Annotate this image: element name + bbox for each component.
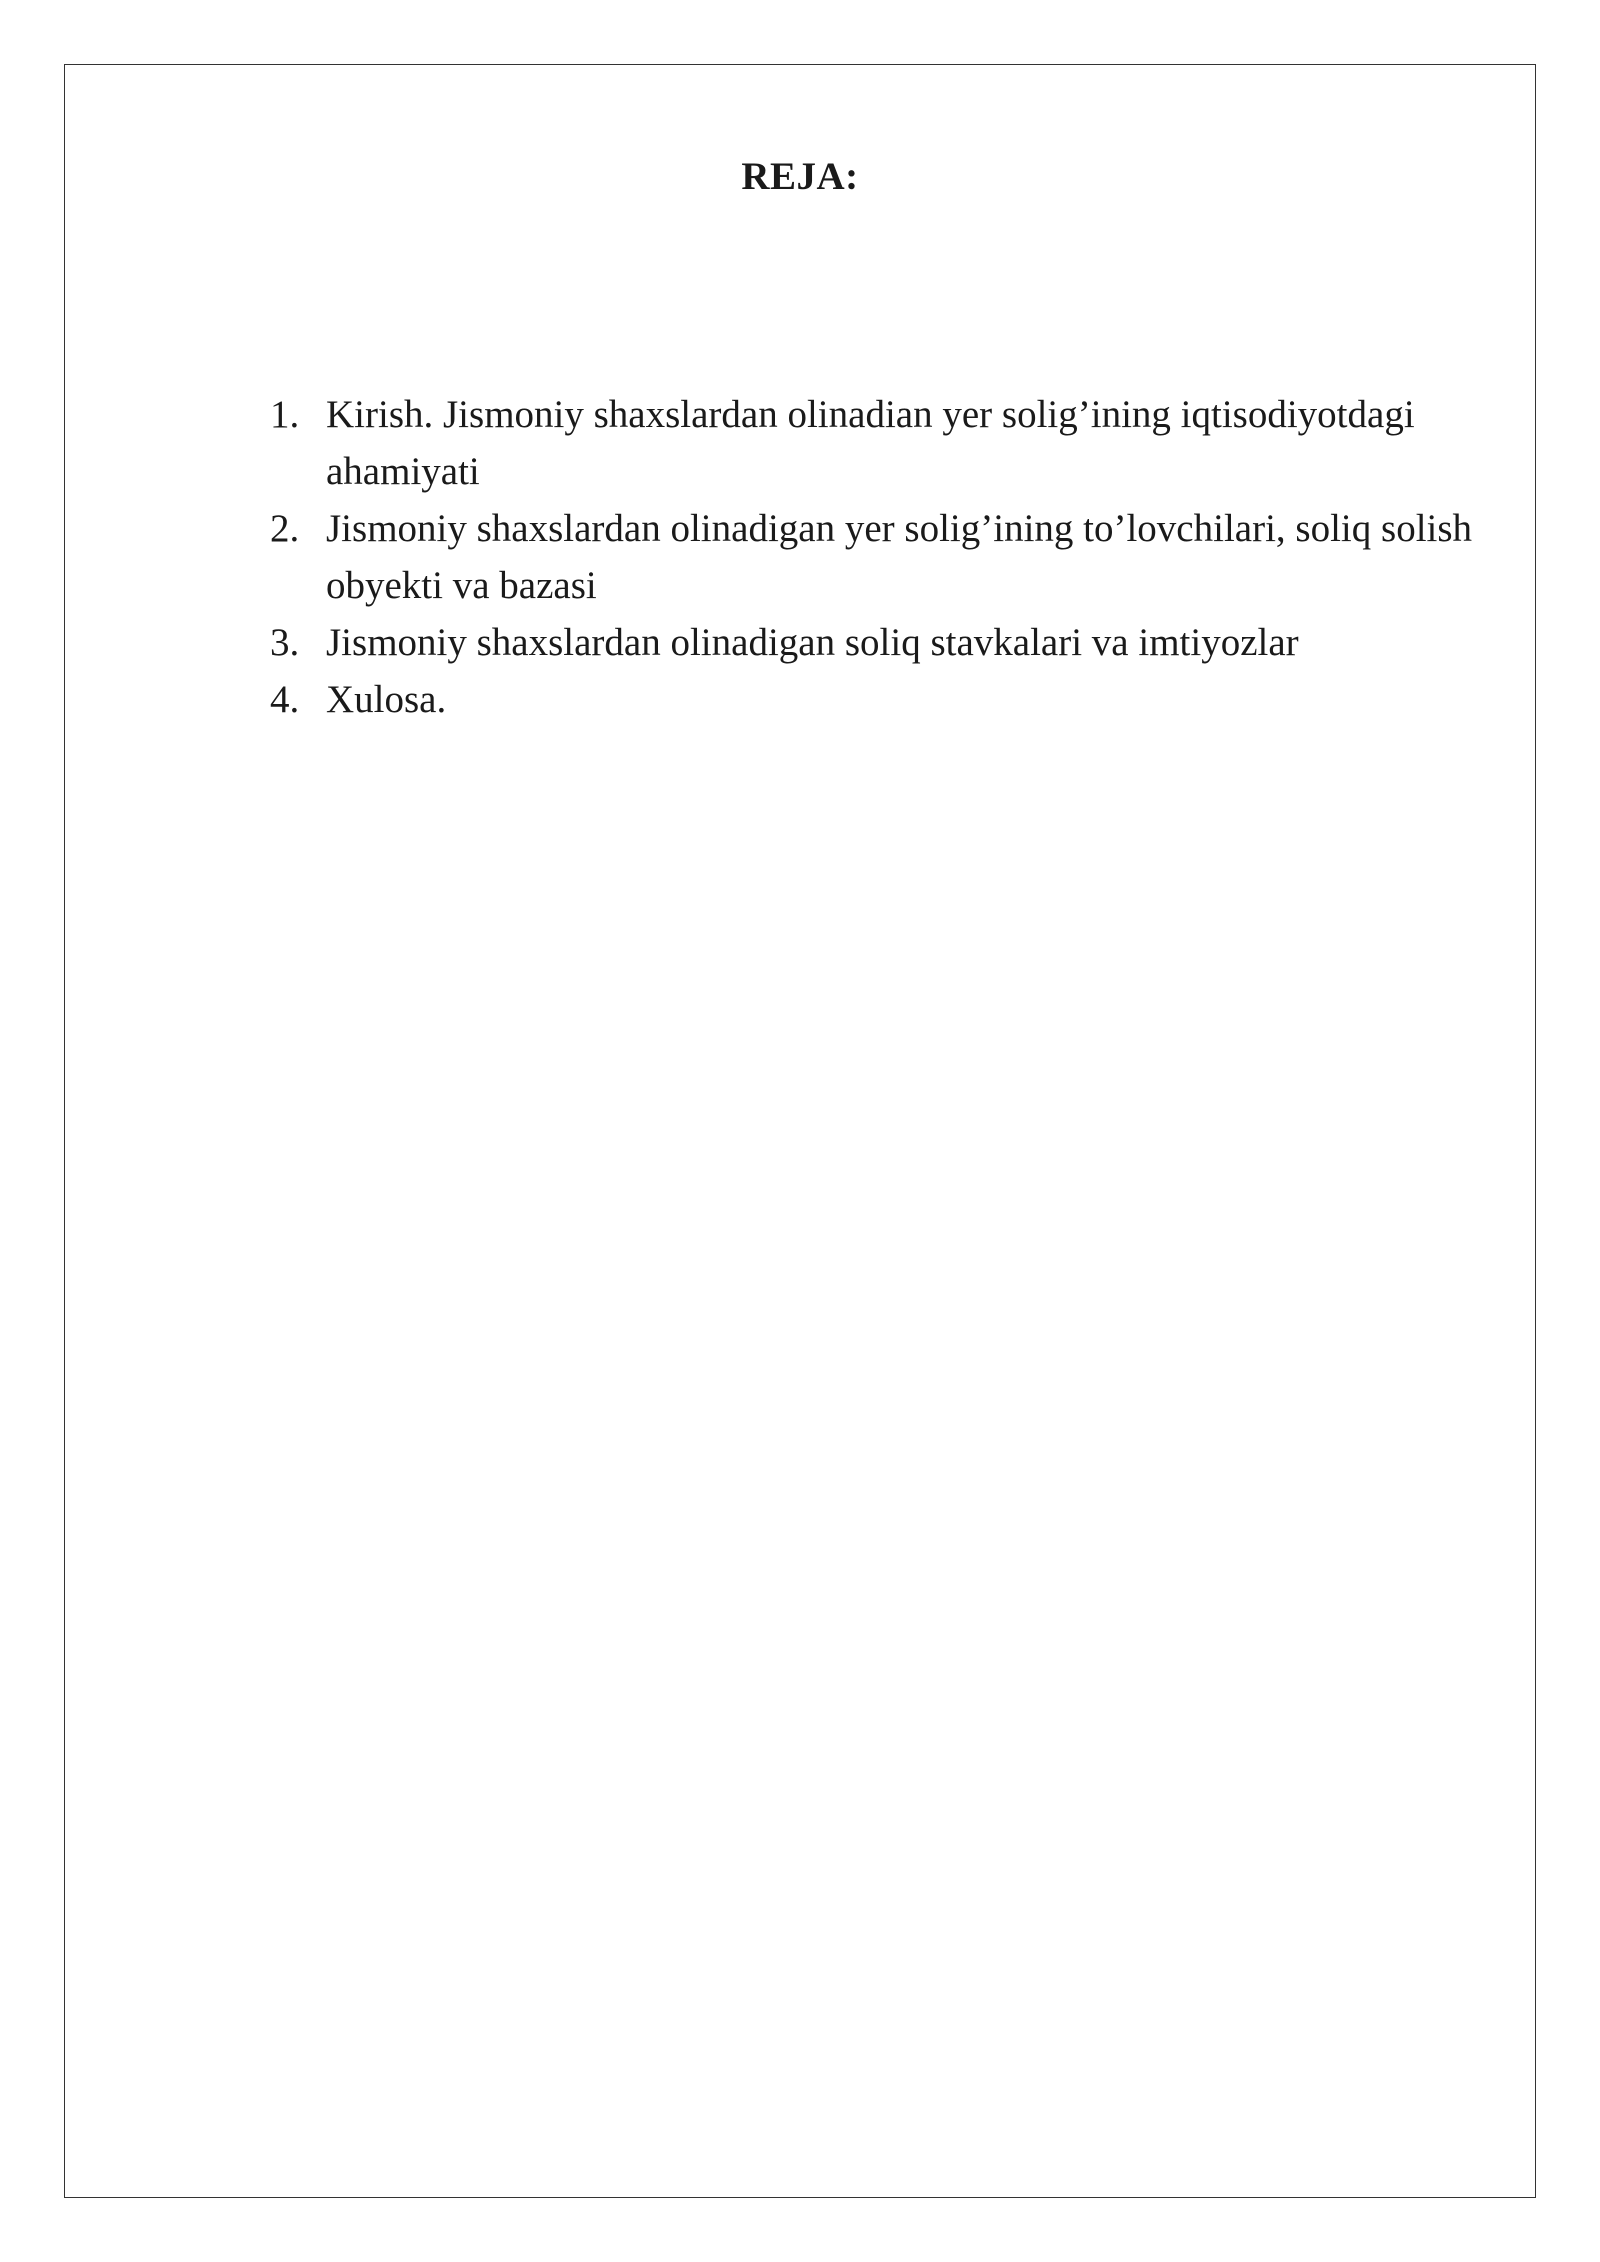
plan-list xyxy=(270,386,1490,728)
plan-item xyxy=(270,614,1490,671)
plan-item-text: Xulosa. xyxy=(326,678,447,721)
plan-item-text: Kirish. Jismoniy shaxslardan olinadian yer solig’ining iqtisodiyotdagi ahamiyati xyxy=(326,393,1415,493)
page-title: REJA: xyxy=(741,155,859,198)
plan-item-number: 3. xyxy=(270,621,300,664)
page-border xyxy=(64,64,1536,2198)
plan-item-number: 1. xyxy=(270,393,300,436)
plan-item xyxy=(270,386,1490,500)
plan-item xyxy=(270,500,1490,614)
plan-item xyxy=(270,671,1490,728)
plan-item-text: Jismoniy shaxslardan olinadigan soliq stavkalari va imtiyozlar xyxy=(326,621,1299,664)
plan-item-number: 2. xyxy=(270,507,300,550)
plan-item-text: Jismoniy shaxslardan olinadigan yer solig’ining to’lovchilari, soliq solish obyekti va bazasi xyxy=(326,507,1473,607)
plan-item-number: 4. xyxy=(270,678,300,721)
